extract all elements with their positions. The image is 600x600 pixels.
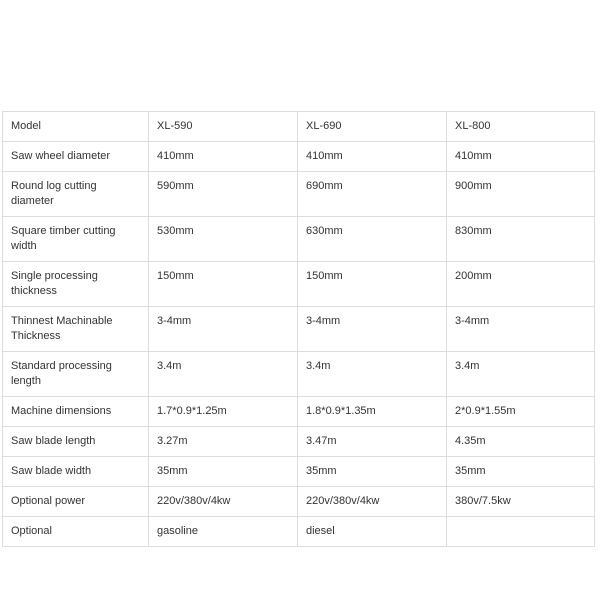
table-row bbox=[3, 517, 595, 547]
row-label: Round log cutting diameter bbox=[3, 172, 149, 217]
cell-xl-690: XL-690 bbox=[298, 112, 447, 142]
cell-xl-800: XL-800 bbox=[447, 112, 595, 142]
table-row bbox=[3, 172, 595, 217]
table-row bbox=[3, 112, 595, 142]
table-row bbox=[3, 307, 595, 352]
cell-xl-590: XL-590 bbox=[149, 112, 298, 142]
cell-xl-800: 900mm bbox=[447, 172, 595, 217]
row-label: Standard processing length bbox=[3, 352, 149, 397]
row-label: Thinnest Machinable Thickness bbox=[3, 307, 149, 352]
row-label: Saw blade length bbox=[3, 427, 149, 457]
row-label: Saw wheel diameter bbox=[3, 142, 149, 172]
cell-xl-690: 3-4mm bbox=[298, 307, 447, 352]
cell-xl-690: diesel bbox=[298, 517, 447, 547]
cell-xl-800: 2*0.9*1.55m bbox=[447, 397, 595, 427]
cell-xl-590: 590mm bbox=[149, 172, 298, 217]
row-label: Optional bbox=[3, 517, 149, 547]
cell-xl-690: 3.4m bbox=[298, 352, 447, 397]
row-label: Square timber cutting width bbox=[3, 217, 149, 262]
cell-xl-590: 1.7*0.9*1.25m bbox=[149, 397, 298, 427]
cell-xl-800: 3.4m bbox=[447, 352, 595, 397]
cell-xl-590: 3-4mm bbox=[149, 307, 298, 352]
cell-xl-590: 3.4m bbox=[149, 352, 298, 397]
cell-xl-800: 4.35m bbox=[447, 427, 595, 457]
cell-xl-800: 380v/7.5kw bbox=[447, 487, 595, 517]
table-row bbox=[3, 142, 595, 172]
row-label: Optional power bbox=[3, 487, 149, 517]
table-row bbox=[3, 457, 595, 487]
cell-xl-590: 410mm bbox=[149, 142, 298, 172]
cell-xl-690: 410mm bbox=[298, 142, 447, 172]
cell-xl-690: 690mm bbox=[298, 172, 447, 217]
row-label: Saw blade width bbox=[3, 457, 149, 487]
table-row bbox=[3, 427, 595, 457]
table-row bbox=[3, 487, 595, 517]
cell-xl-690: 150mm bbox=[298, 262, 447, 307]
table-row bbox=[3, 262, 595, 307]
cell-xl-800: 200mm bbox=[447, 262, 595, 307]
spec-table bbox=[2, 111, 595, 547]
cell-xl-690: 3.47m bbox=[298, 427, 447, 457]
table-row bbox=[3, 217, 595, 262]
cell-xl-690: 630mm bbox=[298, 217, 447, 262]
cell-xl-590: gasoline bbox=[149, 517, 298, 547]
cell-xl-800: 410mm bbox=[447, 142, 595, 172]
cell-xl-800: 830mm bbox=[447, 217, 595, 262]
cell-xl-800: 3-4mm bbox=[447, 307, 595, 352]
cell-xl-690: 220v/380v/4kw bbox=[298, 487, 447, 517]
row-label: Model bbox=[3, 112, 149, 142]
row-label: Machine dimensions bbox=[3, 397, 149, 427]
cell-xl-590: 150mm bbox=[149, 262, 298, 307]
cell-xl-690: 1.8*0.9*1.35m bbox=[298, 397, 447, 427]
cell-xl-590: 530mm bbox=[149, 217, 298, 262]
cell-xl-690: 35mm bbox=[298, 457, 447, 487]
cell-xl-800: 35mm bbox=[447, 457, 595, 487]
table-row bbox=[3, 397, 595, 427]
cell-xl-800 bbox=[447, 517, 595, 547]
cell-xl-590: 220v/380v/4kw bbox=[149, 487, 298, 517]
row-label: Single processing thickness bbox=[3, 262, 149, 307]
table-row bbox=[3, 352, 595, 397]
cell-xl-590: 3.27m bbox=[149, 427, 298, 457]
cell-xl-590: 35mm bbox=[149, 457, 298, 487]
